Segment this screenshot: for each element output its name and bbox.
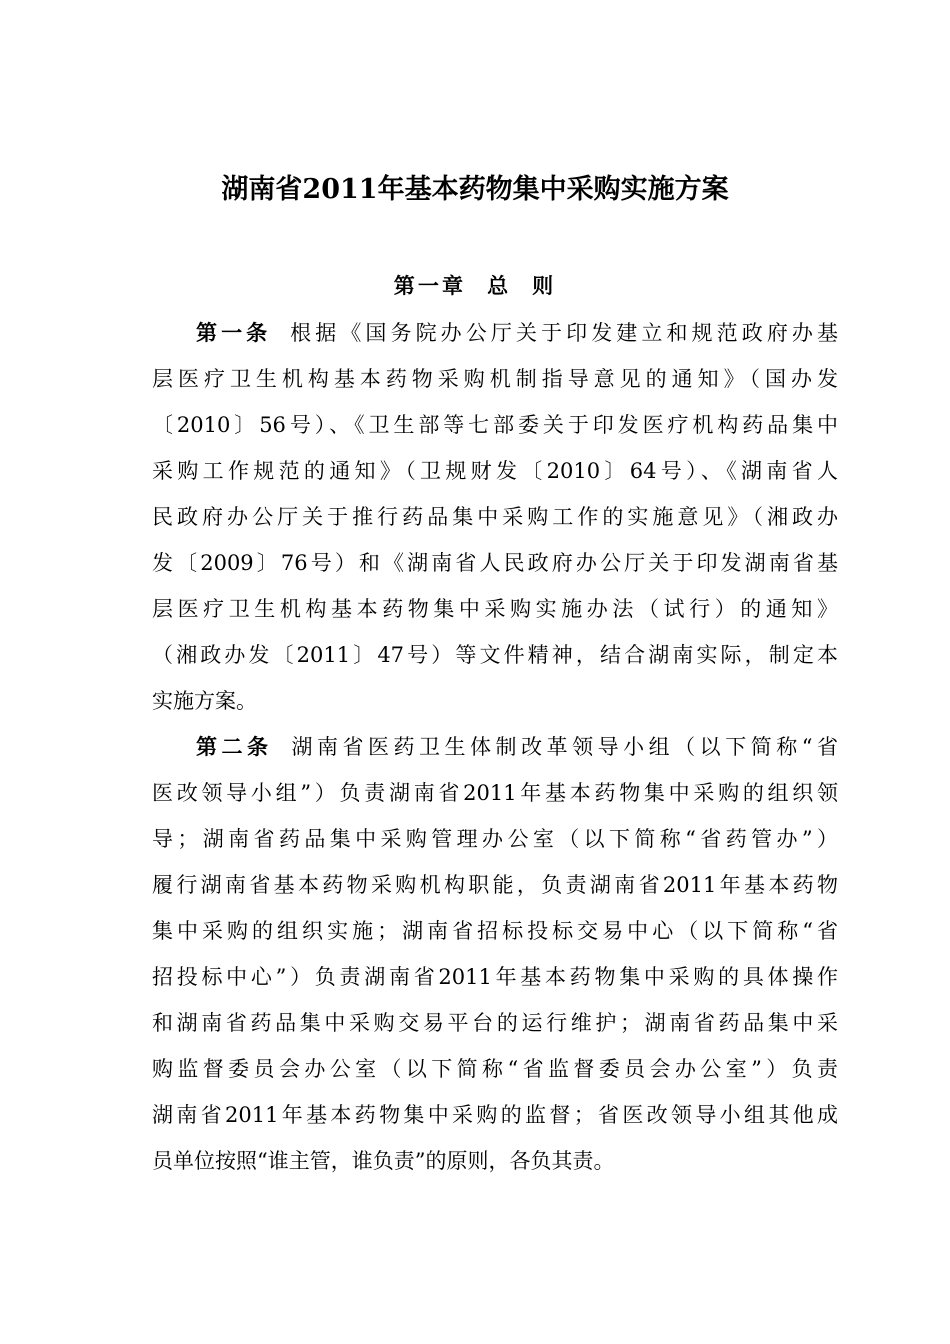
article-1-line-6: 发〔2009〕76号）和《湖南省人民政府办公厅关于印发湖南省基: [152, 551, 838, 575]
article-2-line-3: 导；湖南省药品集中采购管理办公室（以下简称“省药管办”）: [152, 827, 838, 851]
chapter-heading: 第一章 总 则: [393, 273, 557, 298]
document-title: 湖南省2011年基本药物集中采购实施方案: [221, 174, 729, 205]
article-2-line-7: 和湖南省药品集中采购交易平台的运行维护；湖南省药品集中采: [152, 1011, 838, 1035]
article-2-line-8: 购监督委员会办公室（以下简称“省监督委员会办公室”）负责: [152, 1057, 838, 1081]
article-2-text-1: 湖南省医药卫生体制改革领导小组（以下简称“省: [291, 735, 838, 759]
article-1-line-8: （湘政办发〔2011〕47号）等文件精神，结合湖南实际，制定本: [152, 643, 838, 667]
article-1-line-2: 层医疗卫生机构基本药物采购机制指导意见的通知》（国办发: [152, 367, 838, 391]
article-2-line-6: 招投标中心”）负责湖南省2011年基本药物集中采购的具体操作: [152, 965, 838, 989]
article-1-line-1: [196, 310, 838, 356]
article-1-line-5: 民政府办公厅关于推行药品集中采购工作的实施意见》（湘政办: [152, 505, 838, 529]
article-2-line-2: 医改领导小组”）负责湖南省2011年基本药物集中采购的组织领: [152, 781, 838, 805]
article-2-line-9: 湖南省2011年基本药物集中采购的监督；省医改领导小组其他成: [152, 1103, 838, 1127]
article-2-line-5: 集中采购的组织实施；湖南省招标投标交易中心（以下简称“省: [152, 919, 838, 943]
article-1-line-4: 采购工作规范的通知》（卫规财发〔2010〕64号）、《湖南省人: [152, 459, 838, 483]
article-1-line-3: 〔2010〕56号）、《卫生部等七部委关于印发医疗机构药品集中: [152, 413, 838, 437]
article-2-line-10: 员单位按照“谁主管，谁负责”的原则，各负其责。: [152, 1149, 615, 1173]
article-2-line-1: [196, 724, 838, 770]
article-2-line-4: 履行湖南省基本药物采购机构职能，负责湖南省2011年基本药物: [152, 873, 838, 897]
article-1-label: 第一条: [196, 320, 272, 345]
article-2-label: 第二条: [196, 734, 273, 759]
article-1-line-7: 层医疗卫生机构基本药物集中采购实施办法（试行）的通知》: [152, 597, 838, 621]
article-1-line-9: 实施方案。: [152, 689, 257, 713]
article-1-text-1: 根据《国务院办公厅关于印发建立和规范政府办基: [290, 321, 838, 345]
